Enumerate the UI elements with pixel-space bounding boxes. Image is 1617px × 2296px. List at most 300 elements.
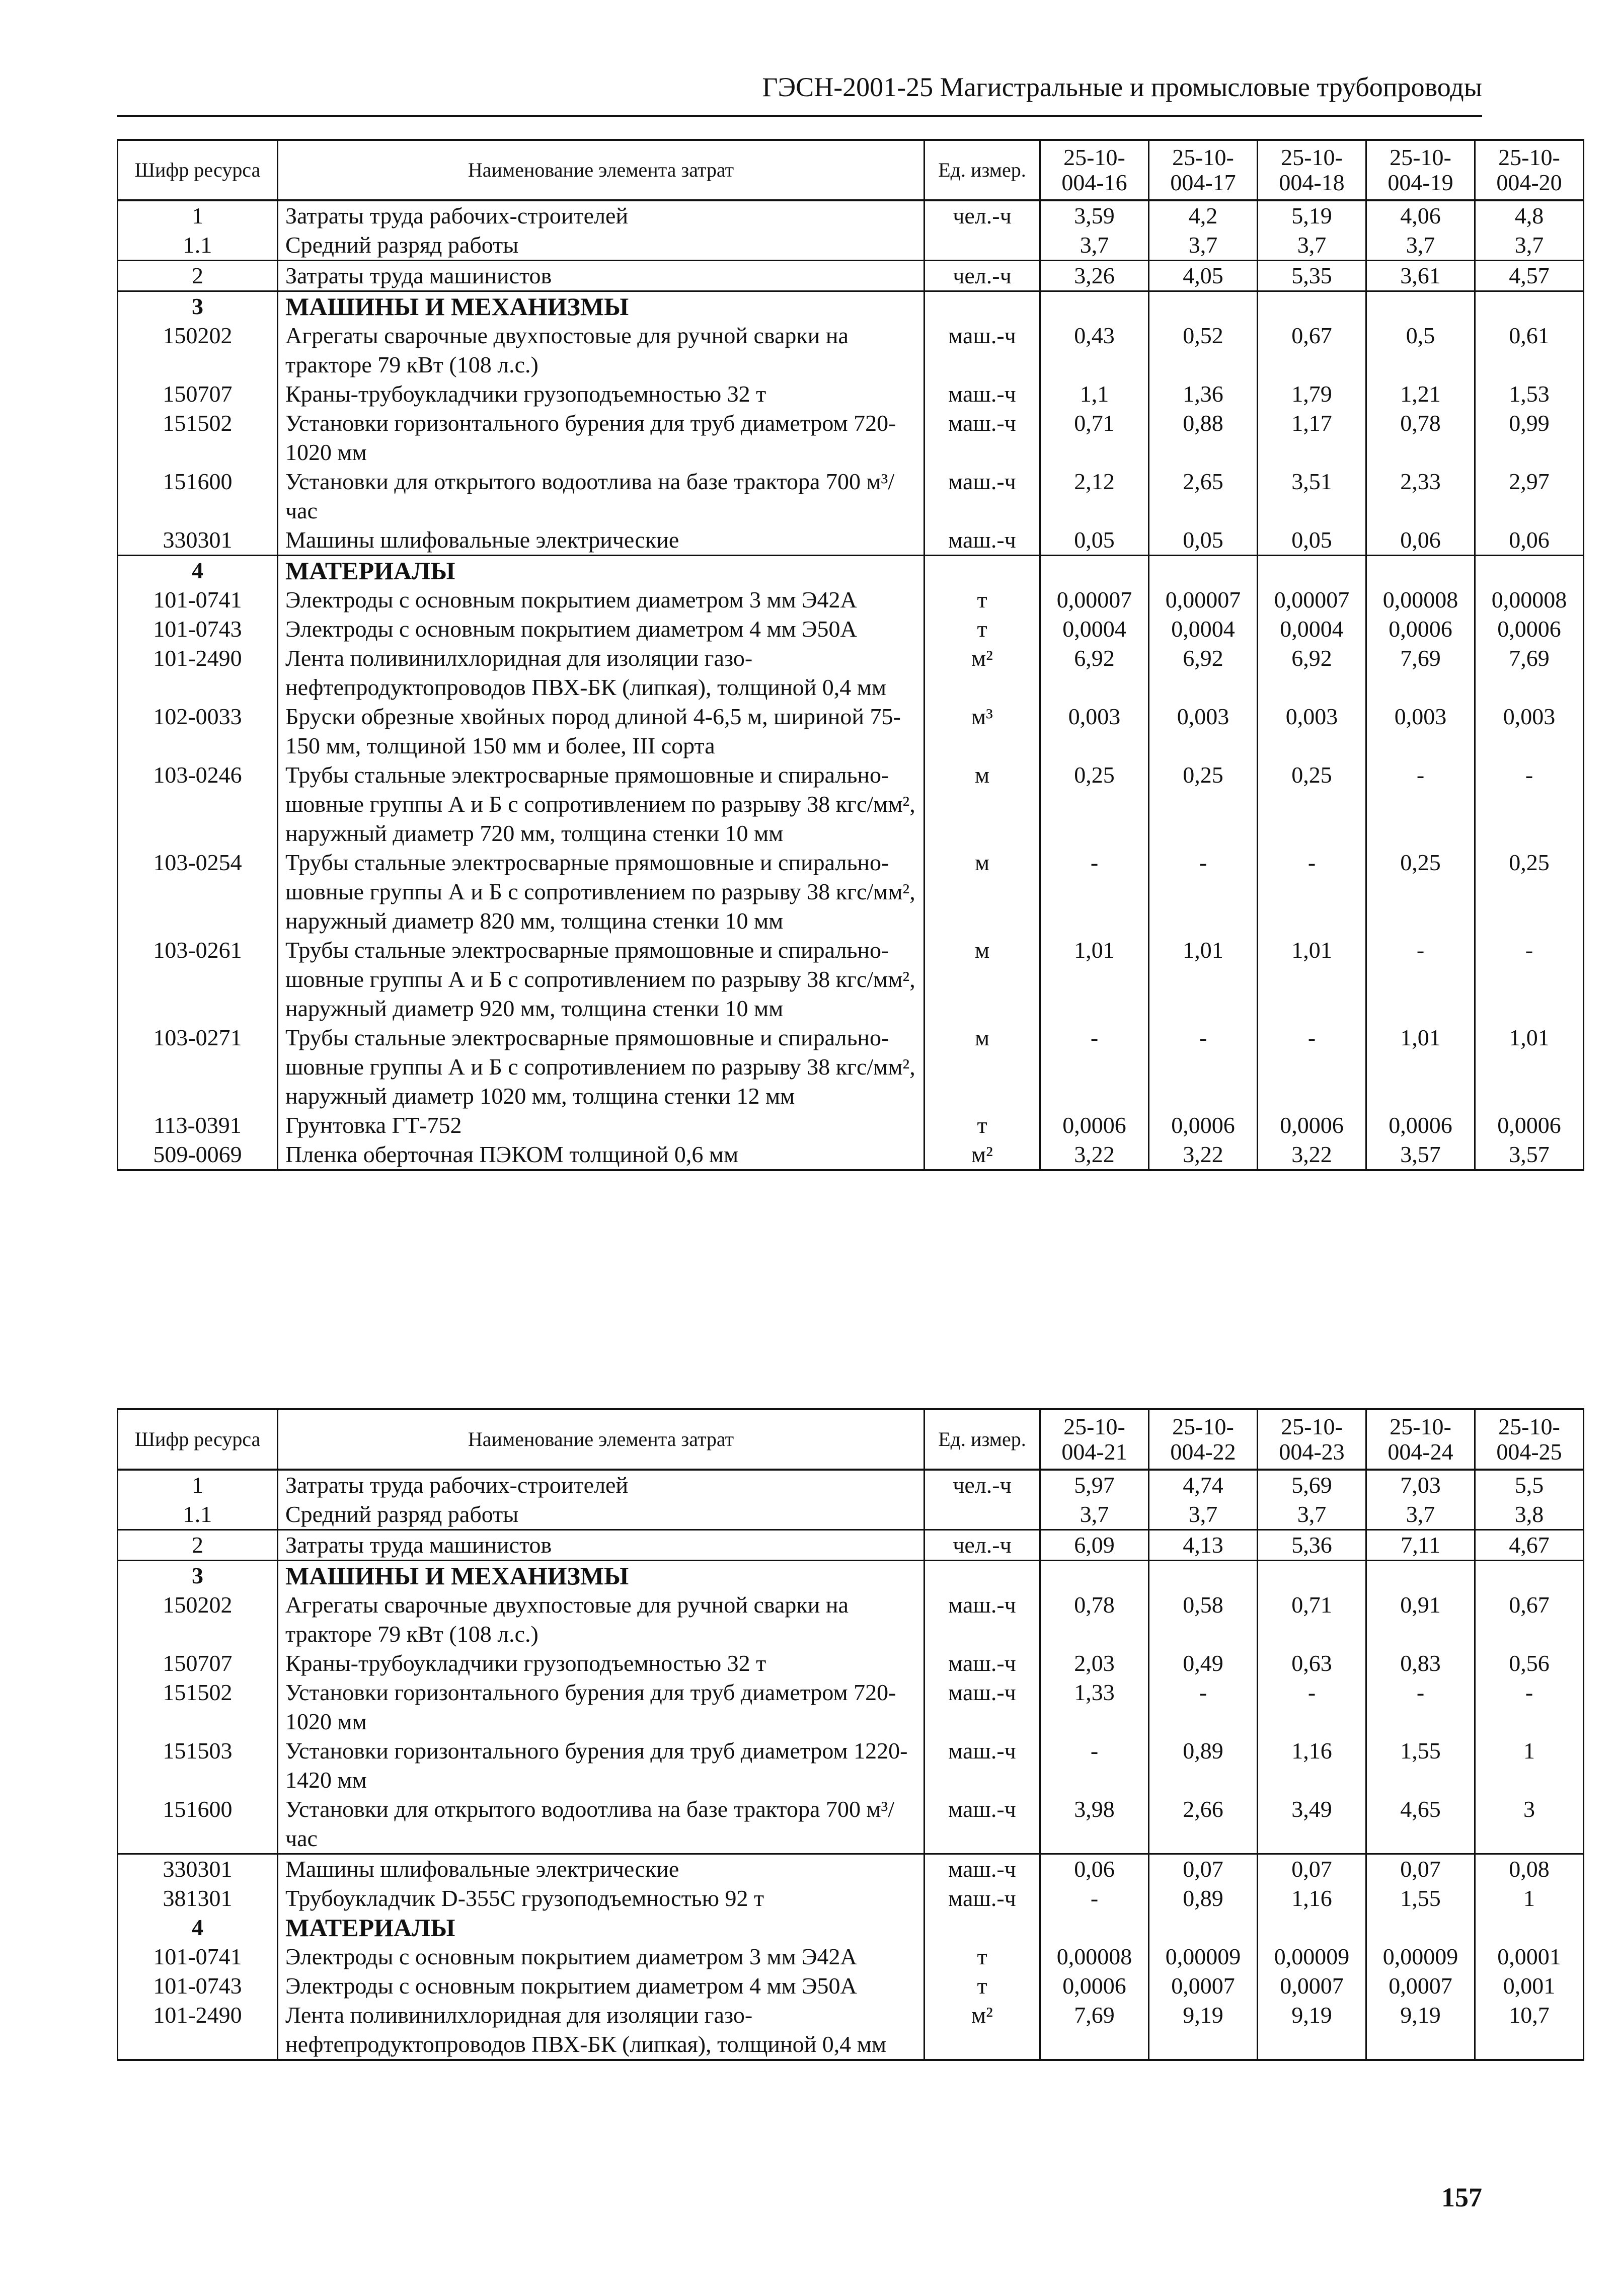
header-name: Наименование элемента затрат	[278, 1409, 925, 1470]
empty-cell	[1040, 1913, 1149, 1942]
empty-cell	[925, 291, 1040, 322]
value-cell: 7,69	[1475, 644, 1584, 702]
unit-cell: м	[925, 760, 1040, 848]
unit-cell: т	[925, 1971, 1040, 2001]
value-cell: 3,57	[1366, 1140, 1475, 1170]
empty-cell	[1040, 1561, 1149, 1591]
header-unit: Ед. измер.	[925, 1409, 1040, 1470]
resource-code: 151600	[118, 467, 278, 525]
value-cell: 0,06	[1475, 525, 1584, 556]
value-cell: 0,003	[1040, 702, 1149, 760]
value-cell: 0,25	[1149, 760, 1258, 848]
resource-name: Установки для открытого водоотлива на базе трактора 700 м³/час	[278, 1795, 925, 1854]
value-cell: -	[1040, 848, 1149, 936]
unit-cell: м	[925, 936, 1040, 1023]
value-cell: 9,19	[1366, 2001, 1475, 2060]
value-cell: -	[1149, 848, 1258, 936]
value-cell: 3,7	[1258, 1500, 1366, 1530]
resource-name: Установки горизонтального бурения для труб диаметром 1220-1420 мм	[278, 1736, 925, 1795]
empty-cell	[1366, 556, 1475, 586]
resource-name: Пленка оберточная ПЭКОМ толщиной 0,6 мм	[278, 1140, 925, 1170]
resource-code: 150202	[118, 1590, 278, 1649]
resource-code: 2	[118, 261, 278, 291]
unit-cell: маш.-ч	[925, 409, 1040, 467]
table-row	[118, 585, 1584, 615]
resource-name: Трубы стальные электросварные прямошовные и спирально-шовные группы А и Б с сопротивлением по разрыву 38 кгс/мм², наружный диаметр 920 мм, толщина стенки 10 мм	[278, 936, 925, 1023]
table-header-row	[118, 140, 1584, 200]
resource-name: Трубы стальные электросварные прямошовные и спирально-шовные группы А и Б с сопротивлением по разрыву 38 кгс/мм², наружный диаметр 1020 мм, толщина стенки 12 мм	[278, 1023, 925, 1111]
unit-cell: т	[925, 1942, 1040, 1971]
section-title: МАТЕРИАЛЫ	[278, 556, 925, 586]
resource-code: 150707	[118, 379, 278, 409]
value-cell: 2,33	[1366, 467, 1475, 525]
value-cell: 0,25	[1475, 848, 1584, 936]
empty-cell	[1149, 556, 1258, 586]
value-cell: 0,78	[1366, 409, 1475, 467]
value-cell: 0,83	[1366, 1649, 1475, 1678]
table-row	[118, 1795, 1584, 1854]
value-cell: 0,0006	[1475, 615, 1584, 644]
value-cell: 5,69	[1258, 1470, 1366, 1500]
resource-name: Установки горизонтального бурения для труб диаметром 720-1020 мм	[278, 409, 925, 467]
value-cell: 0,0004	[1258, 615, 1366, 644]
resource-name: Электроды с основным покрытием диаметром 4 мм Э50А	[278, 615, 925, 644]
value-cell: 1	[1475, 1736, 1584, 1795]
table-row	[118, 1530, 1584, 1561]
empty-cell	[1366, 291, 1475, 322]
value-cell: 0,05	[1149, 525, 1258, 556]
value-cell: -	[1040, 1023, 1149, 1111]
value-cell: 0,003	[1475, 702, 1584, 760]
resource-code: 1.1	[118, 231, 278, 261]
value-cell: 4,74	[1149, 1470, 1258, 1500]
section-row	[118, 1561, 1584, 1591]
value-cell: 0,56	[1475, 1649, 1584, 1678]
value-cell: 0,63	[1258, 1649, 1366, 1678]
value-cell: 5,35	[1258, 261, 1366, 291]
unit-cell: м³	[925, 702, 1040, 760]
value-cell: 3,7	[1366, 1500, 1475, 1530]
value-cell: 0,003	[1366, 702, 1475, 760]
table-header-row	[118, 1409, 1584, 1470]
section-row	[118, 1913, 1584, 1942]
table-row	[118, 409, 1584, 467]
empty-cell	[925, 1913, 1040, 1942]
page-number: 157	[1441, 2182, 1482, 2212]
table-row	[118, 1854, 1584, 1884]
section-title: МАШИНЫ И МЕХАНИЗМЫ	[278, 1561, 925, 1591]
resource-code: 1	[118, 200, 278, 231]
value-cell: -	[1475, 1678, 1584, 1736]
resource-name: Краны-трубоукладчики грузоподъемностью 32 т	[278, 1649, 925, 1678]
empty-cell	[1475, 1561, 1584, 1591]
value-cell: 0,0007	[1149, 1971, 1258, 2001]
value-cell: 4,05	[1149, 261, 1258, 291]
table-row	[118, 379, 1584, 409]
table-row	[118, 1590, 1584, 1649]
value-cell: 1,79	[1258, 379, 1366, 409]
empty-cell	[1040, 556, 1149, 586]
value-cell: 1,1	[1040, 379, 1149, 409]
value-cell: 2,03	[1040, 1649, 1149, 1678]
value-cell: 0,0006	[1149, 1111, 1258, 1140]
value-cell: 0,00007	[1149, 585, 1258, 615]
value-cell: 4,06	[1366, 200, 1475, 231]
value-cell: 3,98	[1040, 1795, 1149, 1854]
resource-code: 151502	[118, 409, 278, 467]
unit-cell: т	[925, 615, 1040, 644]
value-cell: 0,67	[1475, 1590, 1584, 1649]
value-cell: -	[1149, 1678, 1258, 1736]
header-rate-code: 25-10-004-19	[1366, 140, 1475, 200]
resource-code: 101-2490	[118, 644, 278, 702]
value-cell: 3,22	[1258, 1140, 1366, 1170]
resource-code: 3	[118, 1561, 278, 1591]
value-cell: 0,78	[1040, 1590, 1149, 1649]
unit-cell: маш.-ч	[925, 379, 1040, 409]
unit-cell: маш.-ч	[925, 1590, 1040, 1649]
empty-cell	[925, 1561, 1040, 1591]
value-cell: 5,5	[1475, 1470, 1584, 1500]
value-cell: 0,07	[1366, 1854, 1475, 1884]
resource-code: 151600	[118, 1795, 278, 1854]
value-cell: -	[1258, 1023, 1366, 1111]
table-row	[118, 200, 1584, 231]
value-cell: 1,36	[1149, 379, 1258, 409]
section-title: МАТЕРИАЛЫ	[278, 1913, 925, 1942]
empty-cell	[925, 556, 1040, 586]
value-cell: -	[1040, 1884, 1149, 1913]
table-row	[118, 1023, 1584, 1111]
unit-cell	[925, 231, 1040, 261]
value-cell: -	[1258, 848, 1366, 936]
section-title: МАШИНЫ И МЕХАНИЗМЫ	[278, 291, 925, 322]
resource-code: 150707	[118, 1649, 278, 1678]
value-cell: 3,51	[1258, 467, 1366, 525]
value-cell: 1,16	[1258, 1736, 1366, 1795]
value-cell: 0,71	[1258, 1590, 1366, 1649]
resource-name: Грунтовка ГТ-752	[278, 1111, 925, 1140]
value-cell: 0,0006	[1040, 1111, 1149, 1140]
resource-code: 2	[118, 1530, 278, 1561]
unit-cell: м	[925, 1023, 1040, 1111]
value-cell: 0,25	[1040, 760, 1149, 848]
resource-name: Машины шлифовальные электрические	[278, 525, 925, 556]
unit-cell: м²	[925, 644, 1040, 702]
value-cell: 7,69	[1040, 2001, 1149, 2060]
value-cell: 1	[1475, 1884, 1584, 1913]
value-cell: 0,001	[1475, 1971, 1584, 2001]
header-rate-code: 25-10-004-20	[1475, 140, 1584, 200]
resource-name: Электроды с основным покрытием диаметром 4 мм Э50А	[278, 1971, 925, 2001]
unit-cell: маш.-ч	[925, 321, 1040, 379]
resource-code: 3	[118, 291, 278, 322]
table-row	[118, 1942, 1584, 1971]
unit-cell: маш.-ч	[925, 1649, 1040, 1678]
table-row	[118, 231, 1584, 261]
unit-cell: т	[925, 585, 1040, 615]
value-cell: 0,0006	[1366, 615, 1475, 644]
value-cell: 9,19	[1258, 2001, 1366, 2060]
value-cell: 1,01	[1258, 936, 1366, 1023]
empty-cell	[1149, 1913, 1258, 1942]
resource-name: Электроды с основным покрытием диаметром 3 мм Э42А	[278, 1942, 925, 1971]
value-cell: 0,003	[1149, 702, 1258, 760]
value-cell: 0,43	[1040, 321, 1149, 379]
value-cell: 3,7	[1149, 1500, 1258, 1530]
empty-cell	[1366, 1913, 1475, 1942]
value-cell: 3,22	[1149, 1140, 1258, 1170]
value-cell: 4,8	[1475, 200, 1584, 231]
value-cell: 1,17	[1258, 409, 1366, 467]
value-cell: -	[1040, 1736, 1149, 1795]
value-cell: 0,06	[1366, 525, 1475, 556]
value-cell: 0,88	[1149, 409, 1258, 467]
value-cell: 0,00008	[1366, 585, 1475, 615]
value-cell: 1,01	[1475, 1023, 1584, 1111]
value-cell: -	[1149, 1023, 1258, 1111]
value-cell: 10,7	[1475, 2001, 1584, 2060]
value-cell: 0,61	[1475, 321, 1584, 379]
resource-code: 102-0033	[118, 702, 278, 760]
value-cell: 3,49	[1258, 1795, 1366, 1854]
value-cell: -	[1475, 936, 1584, 1023]
resource-name: Средний разряд работы	[278, 1500, 925, 1530]
unit-cell: чел.-ч	[925, 261, 1040, 291]
empty-cell	[1040, 291, 1149, 322]
table-row	[118, 848, 1584, 936]
value-cell: 6,92	[1149, 644, 1258, 702]
value-cell: 3	[1475, 1795, 1584, 1854]
value-cell: -	[1366, 1678, 1475, 1736]
resource-code: 151503	[118, 1736, 278, 1795]
table-row	[118, 321, 1584, 379]
resource-name: Затраты труда машинистов	[278, 261, 925, 291]
resource-name: Установки для открытого водоотлива на базе трактора 700 м³/час	[278, 467, 925, 525]
table-row	[118, 1470, 1584, 1500]
header-code: Шифр ресурса	[118, 140, 278, 200]
value-cell: 1,01	[1149, 936, 1258, 1023]
table-row	[118, 1140, 1584, 1170]
header-rate-code: 25-10-004-22	[1149, 1409, 1258, 1470]
value-cell: 0,25	[1366, 848, 1475, 936]
resource-code: 101-0741	[118, 1942, 278, 1971]
resource-code: 101-0741	[118, 585, 278, 615]
value-cell: 0,05	[1040, 525, 1149, 556]
value-cell: 5,97	[1040, 1470, 1149, 1500]
value-cell: -	[1258, 1678, 1366, 1736]
value-cell: 5,19	[1258, 200, 1366, 231]
resource-name: Машины шлифовальные электрические	[278, 1854, 925, 1884]
resource-code: 103-0246	[118, 760, 278, 848]
table-row	[118, 1884, 1584, 1913]
value-cell: 1,01	[1366, 1023, 1475, 1111]
empty-cell	[1258, 556, 1366, 586]
value-cell: 0,58	[1149, 1590, 1258, 1649]
header-rate-code: 25-10-004-18	[1258, 140, 1366, 200]
value-cell: 7,03	[1366, 1470, 1475, 1500]
value-cell: 0,003	[1258, 702, 1366, 760]
value-cell: 6,92	[1040, 644, 1149, 702]
unit-cell: маш.-ч	[925, 1736, 1040, 1795]
unit-cell: м	[925, 848, 1040, 936]
header-name: Наименование элемента затрат	[278, 140, 925, 200]
section-row	[118, 291, 1584, 322]
value-cell: 0,00007	[1258, 585, 1366, 615]
value-cell: 1,53	[1475, 379, 1584, 409]
resource-table-2	[117, 1408, 1584, 2061]
header-unit: Ед. измер.	[925, 140, 1040, 200]
table-row	[118, 644, 1584, 702]
resource-name: Лента поливинилхлоридная для изоляции газо-нефтепродуктопроводов ПВХ-БК (липкая), толщиной 0,4 мм	[278, 2001, 925, 2060]
value-cell: 0,0001	[1475, 1942, 1584, 1971]
unit-cell: чел.-ч	[925, 1530, 1040, 1561]
resource-code: 101-0743	[118, 1971, 278, 2001]
value-cell: 0,0006	[1366, 1111, 1475, 1140]
value-cell: 3,22	[1040, 1140, 1149, 1170]
resource-code: 4	[118, 1913, 278, 1942]
resource-code: 113-0391	[118, 1111, 278, 1140]
value-cell: 0,05	[1258, 525, 1366, 556]
resource-name: Бруски обрезные хвойных пород длиной 4-6,5 м, шириной 75-150 мм, толщиной 150 мм и более, III сорта	[278, 702, 925, 760]
value-cell: 0,0007	[1258, 1971, 1366, 2001]
unit-cell: чел.-ч	[925, 200, 1040, 231]
value-cell: 3,8	[1475, 1500, 1584, 1530]
value-cell: 0,89	[1149, 1884, 1258, 1913]
value-cell: 0,25	[1258, 760, 1366, 848]
table-row	[118, 1111, 1584, 1140]
value-cell: 0,99	[1475, 409, 1584, 467]
value-cell: 0,89	[1149, 1736, 1258, 1795]
header-rate-code: 25-10-004-16	[1040, 140, 1149, 200]
value-cell: 4,65	[1366, 1795, 1475, 1854]
value-cell: 0,0007	[1366, 1971, 1475, 2001]
empty-cell	[1366, 1561, 1475, 1591]
value-cell: 6,09	[1040, 1530, 1149, 1561]
resource-code: 101-0743	[118, 615, 278, 644]
resource-name: Затраты труда машинистов	[278, 1530, 925, 1561]
value-cell: 3,61	[1366, 261, 1475, 291]
value-cell: 9,19	[1149, 2001, 1258, 2060]
value-cell: 4,67	[1475, 1530, 1584, 1561]
unit-cell: чел.-ч	[925, 1470, 1040, 1500]
unit-cell: маш.-ч	[925, 1795, 1040, 1854]
empty-cell	[1258, 1913, 1366, 1942]
value-cell: 4,13	[1149, 1530, 1258, 1561]
resource-name: Электроды с основным покрытием диаметром 3 мм Э42А	[278, 585, 925, 615]
table-row	[118, 467, 1584, 525]
value-cell: 0,0006	[1040, 1971, 1149, 2001]
value-cell: 0,0004	[1040, 615, 1149, 644]
value-cell: 0,67	[1258, 321, 1366, 379]
empty-cell	[1149, 291, 1258, 322]
value-cell: 2,97	[1475, 467, 1584, 525]
value-cell: 3,7	[1475, 231, 1584, 261]
table-row	[118, 1649, 1584, 1678]
value-cell: 4,57	[1475, 261, 1584, 291]
resource-code: 330301	[118, 525, 278, 556]
resource-code: 1.1	[118, 1500, 278, 1530]
resource-name: Затраты труда рабочих-строителей	[278, 1470, 925, 1500]
value-cell: 0,00009	[1258, 1942, 1366, 1971]
resource-code: 103-0271	[118, 1023, 278, 1111]
value-cell: 3,59	[1040, 200, 1149, 231]
empty-cell	[1258, 291, 1366, 322]
resource-code: 150202	[118, 321, 278, 379]
header-rate-code: 25-10-004-17	[1149, 140, 1258, 200]
value-cell: 3,7	[1366, 231, 1475, 261]
header-code: Шифр ресурса	[118, 1409, 278, 1470]
table-row	[118, 525, 1584, 556]
resource-name: Агрегаты сварочные двухпостовые для ручной сварки на тракторе 79 кВт (108 л.с.)	[278, 1590, 925, 1649]
value-cell: 3,26	[1040, 261, 1149, 291]
value-cell: 0,00009	[1366, 1942, 1475, 1971]
table-row	[118, 936, 1584, 1023]
value-cell: 0,00008	[1040, 1942, 1149, 1971]
value-cell: 4,2	[1149, 200, 1258, 231]
table-row	[118, 1971, 1584, 2001]
value-cell: 0,07	[1258, 1854, 1366, 1884]
value-cell: 1,16	[1258, 1884, 1366, 1913]
section-row	[118, 556, 1584, 586]
value-cell: 1,01	[1040, 936, 1149, 1023]
value-cell: 2,66	[1149, 1795, 1258, 1854]
value-cell: 0,71	[1040, 409, 1149, 467]
value-cell: 7,69	[1366, 644, 1475, 702]
resource-name: Трубоукладчик D-355С грузоподъемностью 92 т	[278, 1884, 925, 1913]
value-cell: 1,55	[1366, 1736, 1475, 1795]
resource-name: Лента поливинилхлоридная для изоляции газо-нефтепродуктопроводов ПВХ-БК (липкая), толщиной 0,4 мм	[278, 644, 925, 702]
table-row	[118, 2001, 1584, 2060]
value-cell: 3,57	[1475, 1140, 1584, 1170]
table-row	[118, 1736, 1584, 1795]
value-cell: 1,33	[1040, 1678, 1149, 1736]
value-cell: 0,08	[1475, 1854, 1584, 1884]
value-cell: 3,7	[1258, 231, 1366, 261]
resource-code: 103-0261	[118, 936, 278, 1023]
resource-code: 1	[118, 1470, 278, 1500]
value-cell: 0,06	[1040, 1854, 1149, 1884]
table-row	[118, 760, 1584, 848]
resource-code: 381301	[118, 1884, 278, 1913]
resource-name: Агрегаты сварочные двухпостовые для ручной сварки на тракторе 79 кВт (108 л.с.)	[278, 321, 925, 379]
resource-name: Трубы стальные электросварные прямошовные и спирально-шовные группы А и Б с сопротивлением по разрыву 38 кгс/мм², наружный диаметр 820 мм, толщина стенки 10 мм	[278, 848, 925, 936]
resource-name: Краны-трубоукладчики грузоподъемностью 32 т	[278, 379, 925, 409]
value-cell: 0,0006	[1258, 1111, 1366, 1140]
resource-code: 151502	[118, 1678, 278, 1736]
resource-code: 330301	[118, 1854, 278, 1884]
table-row	[118, 261, 1584, 291]
header-rule	[117, 115, 1482, 117]
table-row	[118, 615, 1584, 644]
unit-cell: м²	[925, 1140, 1040, 1170]
value-cell: 2,12	[1040, 467, 1149, 525]
empty-cell	[1475, 1913, 1584, 1942]
resource-code: 103-0254	[118, 848, 278, 936]
empty-cell	[1475, 291, 1584, 322]
value-cell: 3,7	[1040, 1500, 1149, 1530]
resource-name: Трубы стальные электросварные прямошовные и спирально-шовные группы А и Б с сопротивлением по разрыву 38 кгс/мм², наружный диаметр 720 мм, толщина стенки 10 мм	[278, 760, 925, 848]
value-cell: 1,55	[1366, 1884, 1475, 1913]
unit-cell: маш.-ч	[925, 467, 1040, 525]
resource-name: Средний разряд работы	[278, 231, 925, 261]
unit-cell: маш.-ч	[925, 525, 1040, 556]
value-cell: -	[1366, 760, 1475, 848]
table-row	[118, 1678, 1584, 1736]
header-rate-code: 25-10-004-23	[1258, 1409, 1366, 1470]
empty-cell	[1258, 1561, 1366, 1591]
resource-code: 509-0069	[118, 1140, 278, 1170]
